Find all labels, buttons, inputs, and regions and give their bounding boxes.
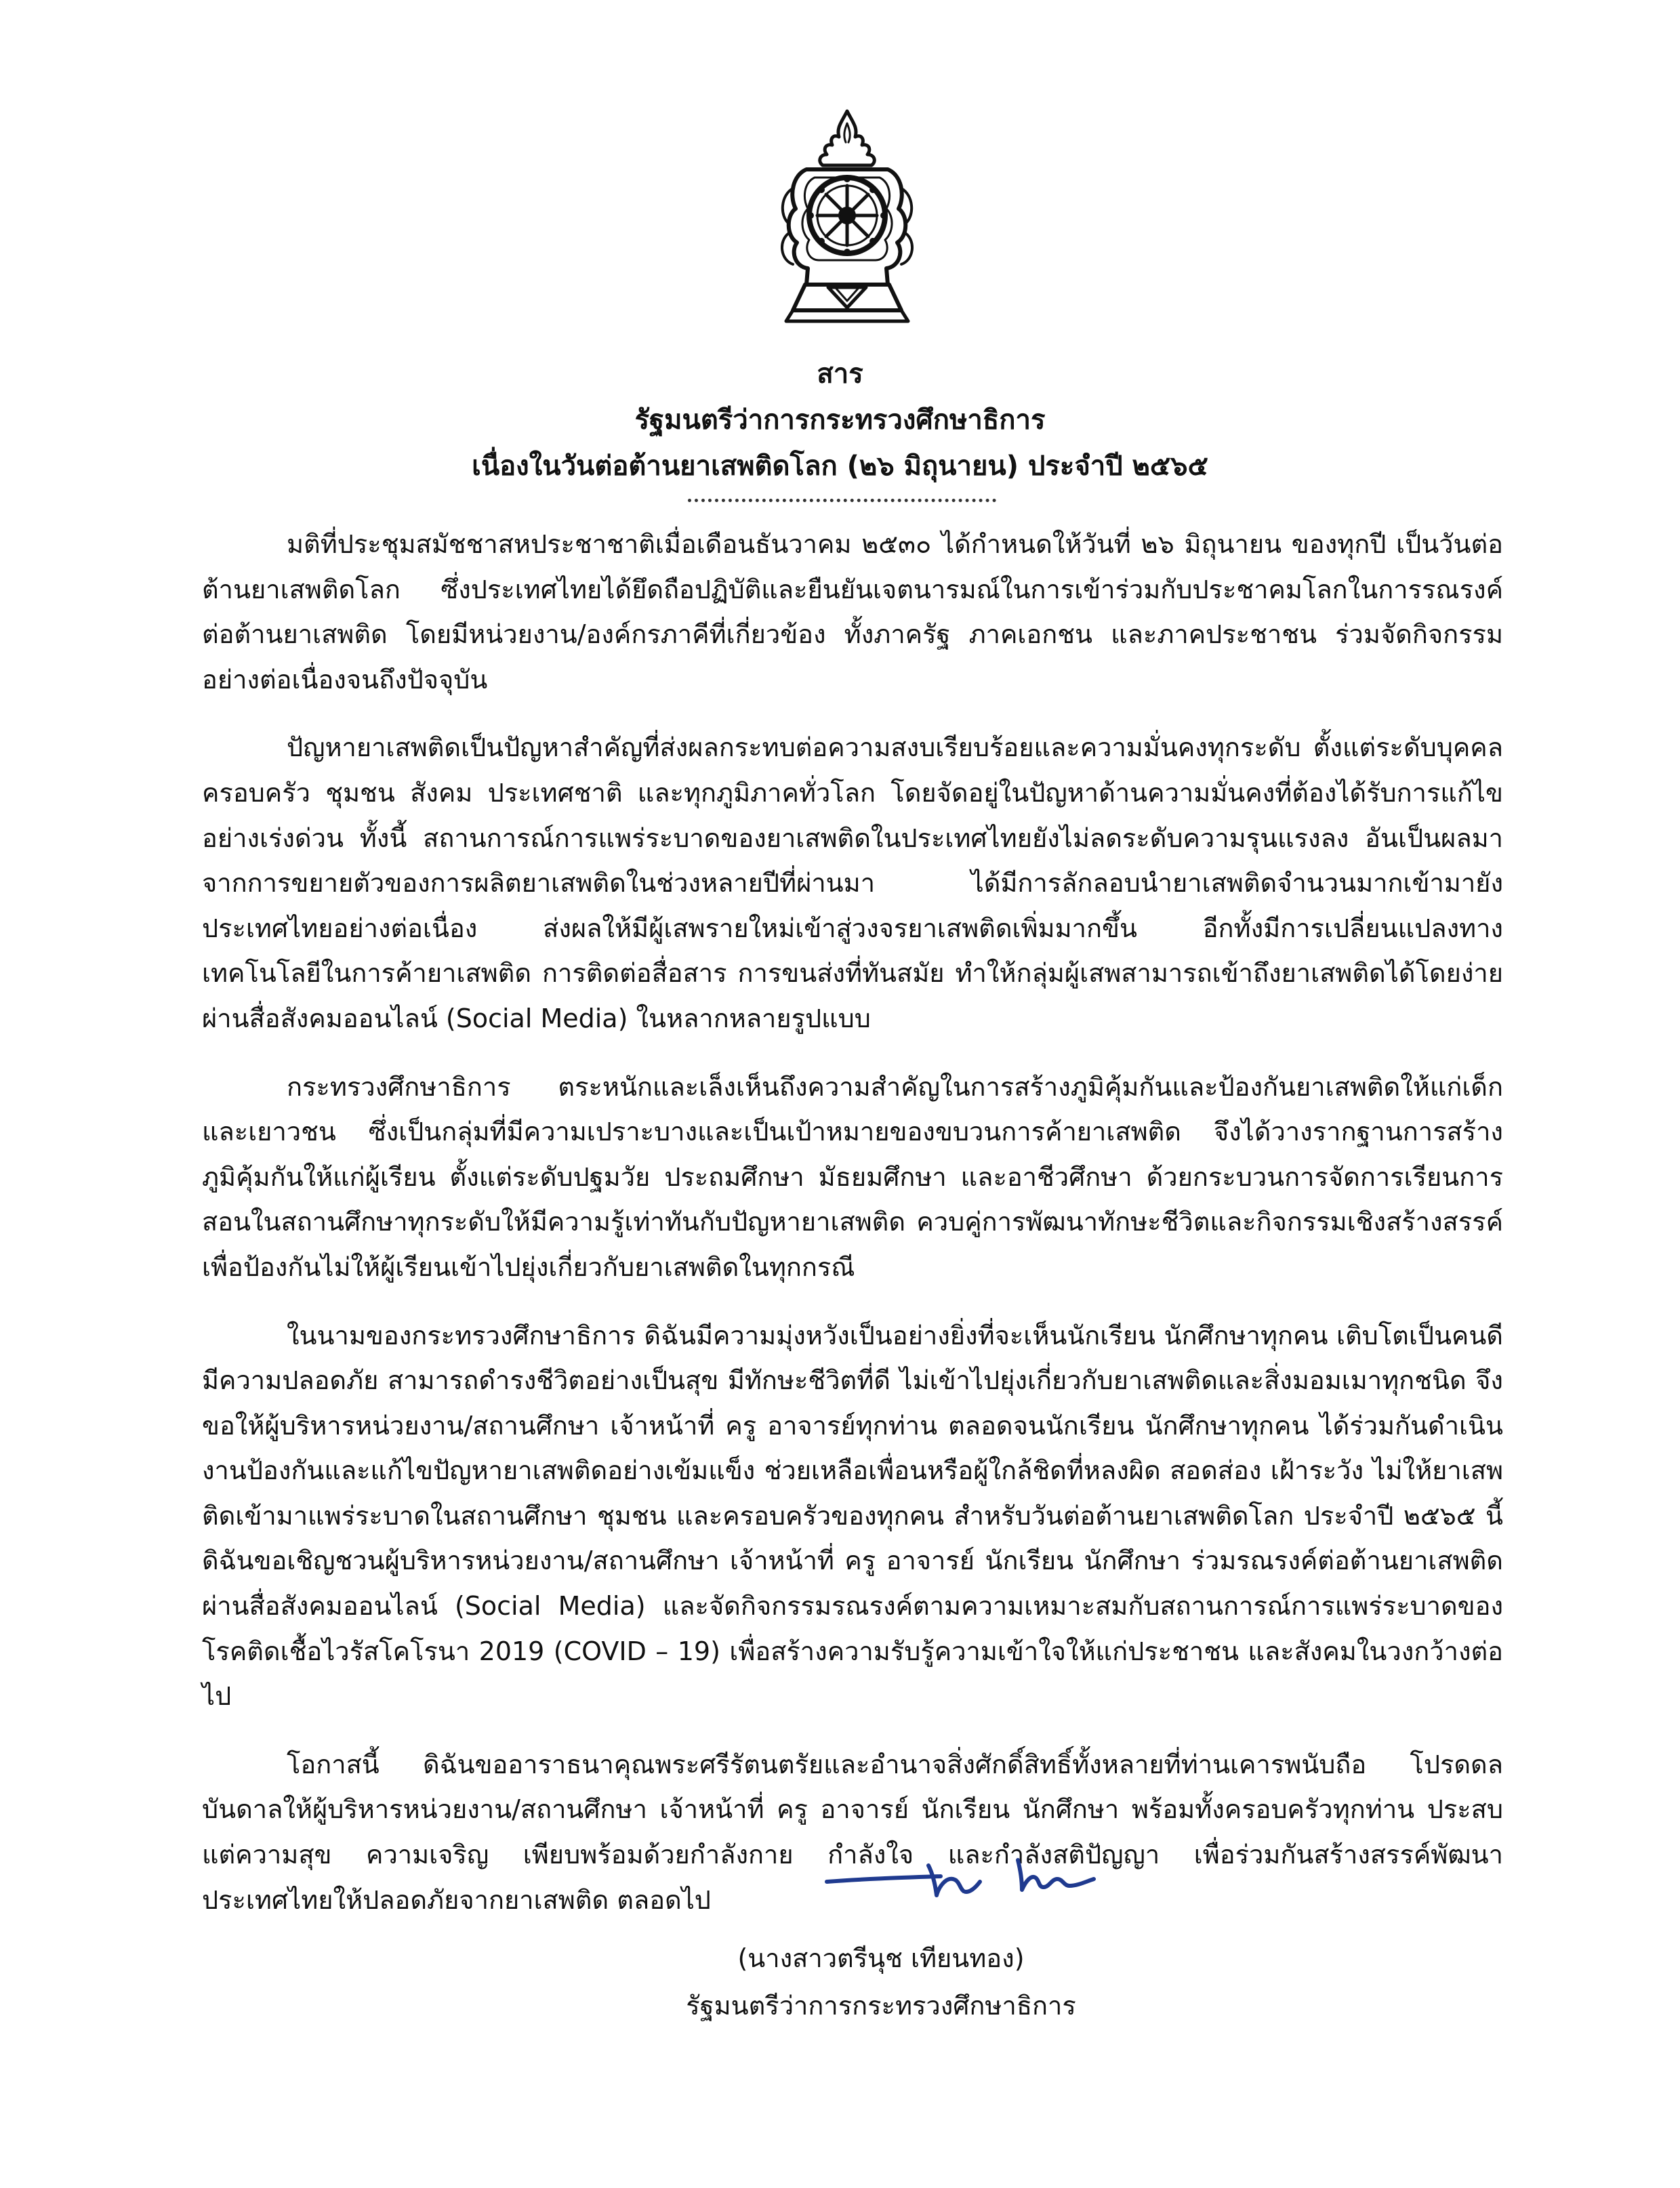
document-title: สาร bbox=[817, 358, 863, 390]
signer-name: (นางสาวตรีนุช เทียนทอง) bbox=[737, 1943, 1025, 1973]
handwritten-signature-icon bbox=[820, 1840, 1105, 1901]
body-paragraph-4: ในนามของกระทรวงศึกษาธิการ ดิฉันมีความมุ่งหวังเป็นอย่างยิ่งที่จะเห็นนักเรียน นักศึกษาทุกคน เติบโตเป็นคนดี มีความปลอดภัย สามารถดำรงชีวิตอย่างเป็นสุข มีทักษะชีวิตที่ดี ไม่เข้าไปยุ่งเกี่ยวกับยาเสพติดและสิ่งมอมเมาทุกชนิด จึงขอให้ผู้บริหารหน่วยงาน/สถานศึกษา เจ้าหน้าที่ ครู อาจารย์ทุกท่าน ตลอดจนนักเรียน นักศึกษาทุกคน ได้ร่วมกันดำเนินงานป้องกันและแก้ไขปัญหายาเสพติดอย่างเข้มแข็ง ช่วยเหลือเพื่อนหรือผู้ใกล้ชิดที่หลงผิด สอดส่อง เฝ้าระวัง ไม่ให้ยาเสพติดเข้ามาแพร่ระบาดในสถานศึกษา ชุมชน และครอบครัวของทุกคน สำหรับวันต่อต้านยาเสพติดโลก ประจำปี ๒๕๖๕ นี้ ดิฉันขอเชิญชวนผู้บริหารหน่วยงาน/สถานศึกษา เจ้าหน้าที่ ครู อาจารย์ นักเรียน นักศึกษา ร่วมรณรงค์ต่อต้านยาเสพติด ผ่านสื่อสังคมออนไลน์ (Social Media) และจัดกิจกรรมรณรงค์ตามความเหมาะสมกับสถานการณ์การแพร่ระบาดของโรคติดเชื้อไวรัสโคโรนา 2019 (COVID – 19) เพื่อสร้างความรับรู้ความเข้าใจให้แก่ประชาชน และสังคมในวงกว้างต่อไป bbox=[202, 1320, 1503, 1712]
body-paragraph-1: มติที่ประชุมสมัชชาสหประชาชาติเมื่อเดือนธันวาคม ๒๕๓๐ ได้กำหนดให้วันที่ ๒๖ มิถุนายน ของทุกปี เป็นวันต่อต้านยาเสพติดโลก ซึ่งประเทศไทยได้ยึดถือปฏิบัติและยืนยันเจตนารมณ์ในการเข้าร่วมกับประชาคมโลกในการรณรงค์ต่อต้านยาเสพติด โดยมีหน่วยงาน/องค์กรภาคีที่เกี่ยวข้อง ทั้งภาครัฐ ภาคเอกชน และภาคประชาชน ร่วมจัดกิจกรรมอย่างต่อเนื่องจนถึงปัจจุบัน bbox=[202, 529, 1503, 695]
document-subtitle-occasion: เนื่องในวันต่อต้านยาเสพติดโลก (๒๖ มิถุนายน) ประจำปี ๒๕๖๕ bbox=[472, 451, 1208, 482]
ministry-emblem-icon bbox=[766, 107, 928, 324]
signer-position: รัฐมนตรีว่าการกระทรวงศึกษาธิการ bbox=[686, 1991, 1076, 2021]
message-body bbox=[202, 522, 1503, 1945]
body-paragraph-2: ปัญหายาเสพติดเป็นปัญหาสำคัญที่ส่งผลกระทบต่อความสงบเรียบร้อยและความมั่นคงทุกระดับ ตั้งแต่ระดับบุคคล ครอบครัว ชุมชน สังคม ประเทศชาติ และทุกภูมิภาคทั่วโลก โดยจัดอยู่ในปัญหาด้านความมั่นคงที่ต้องได้รับการแก้ไขอย่างเร่งด่วน ทั้งนี้ สถานการณ์การแพร่ระบาดของยาเสพติดในประเทศไทยยังไม่ลดระดับความรุนแรงลง อันเป็นผลมาจากการขยายตัวของการผลิตยาเสพติดในช่วงหลายปีที่ผ่านมา ได้มีการลักลอบนำยาเสพติดจำนวนมากเข้ามายังประเทศไทยอย่างต่อเนื่อง ส่งผลให้มีผู้เสพรายใหม่เข้าสู่วงจรยาเสพติดเพิ่มมากขึ้น อีกทั้งมีการเปลี่ยนแปลงทางเทคโนโลยีในการค้ายาเสพติด การติดต่อสื่อสาร การขนส่งที่ทันสมัย ทำให้กลุ่มผู้เสพสามารถเข้าถึงยาเสพติดได้โดยง่าย ผ่านสื่อสังคมออนไลน์ (Social Media) ในหลากหลายรูปแบบ bbox=[202, 732, 1503, 1033]
document-subtitle-author-title: รัฐมนตรีว่าการกระทรวงศึกษาธิการ bbox=[634, 405, 1046, 436]
dotted-divider bbox=[688, 499, 996, 502]
body-paragraph-3: กระทรวงศึกษาธิการ ตระหนักและเล็งเห็นถึงความสำคัญในการสร้างภูมิคุ้มกันและป้องกันยาเสพติดให้แก่เด็กและเยาวชน ซึ่งเป็นกลุ่มที่มีความเปราะบางและเป็นเป้าหมายของขบวนการค้ายาเสพติด จึงได้วางรากฐานการสร้างภูมิคุ้มกันให้แก่ผู้เรียน ตั้งแต่ระดับปฐมวัย ประถมศึกษา มัธยมศึกษา และอาชีวศึกษา ด้วยกระบวนการจัดการเรียนการสอนในสถานศึกษาทุกระดับให้มีความรู้เท่าทันกับปัญหายาเสพติด ควบคู่การพัฒนาทักษะชีวิตและกิจกรรมเชิงสร้างสรรค์ เพื่อป้องกันไม่ให้ผู้เรียนเข้าไปยุ่งเกี่ยวกับยาเสพติดในทุกกรณี bbox=[202, 1071, 1503, 1282]
body-paragraph-5: โอกาสนี้ ดิฉันขออาราธนาคุณพระศรีรัตนตรัยและอำนาจสิ่งศักดิ์สิทธิ์ทั้งหลายที่ท่านเคารพนับถือ โปรดดลบันดาลให้ผู้บริหารหน่วยงาน/สถานศึกษา เจ้าหน้าที่ ครู อาจารย์ นักเรียน นักศึกษา พร้อมทั้งครอบครัวทุกท่าน ประสบแต่ความสุข ความเจริญ เพียบพร้อมด้วยกำลังกาย กำลังใจ และกำลังสติปัญญา เพื่อร่วมกันสร้างสรรค์พัฒนาประเทศไทยให้ปลอดภัยจากยาเสพติด ตลอดไป bbox=[202, 1749, 1503, 1915]
